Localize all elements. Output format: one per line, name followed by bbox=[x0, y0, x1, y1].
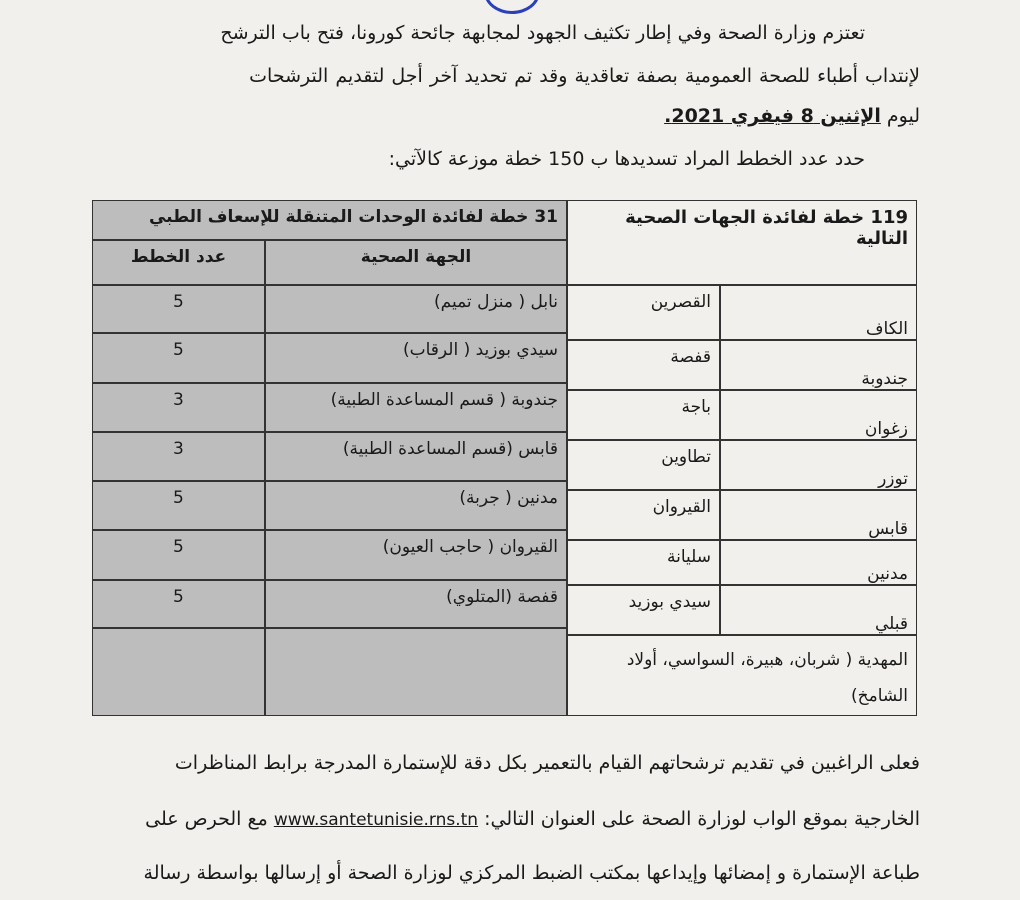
right-table-cell: الكاف bbox=[720, 285, 917, 340]
paragraph1-line3 bbox=[664, 105, 920, 127]
right-table-cell: جندوبة bbox=[720, 340, 917, 390]
left-table-count-cell: 5 bbox=[92, 580, 265, 628]
left-table-region-cell: نابل ( منزل تميم) bbox=[265, 285, 567, 333]
left-table-empty-cell bbox=[265, 628, 567, 716]
left-table-region-cell: قابس (قسم المساعدة الطبية) bbox=[265, 432, 567, 481]
right-table-cell: زغوان bbox=[720, 390, 917, 440]
left-table-region-cell: مدنين ( جربة) bbox=[265, 481, 567, 530]
left-table-region-cell: سيدي بوزيد ( الرقاب) bbox=[265, 333, 567, 383]
right-table-cell: قفصة bbox=[567, 340, 720, 390]
left-table-count-cell: 5 bbox=[92, 481, 265, 530]
paragraph2: حدد عدد الخطط المراد تسديدها ب 150 خطة موزعة كالآتي: bbox=[388, 148, 865, 170]
col-header-region: الجهة الصحية bbox=[265, 240, 567, 285]
left-table-region-cell: القيروان ( حاجب العيون) bbox=[265, 530, 567, 580]
left-table-empty-cell bbox=[92, 628, 265, 716]
line2-suffix: مع الحرص على bbox=[145, 808, 268, 830]
right-table-cell: قابس bbox=[720, 490, 917, 540]
right-table-cell: القيروان bbox=[567, 490, 720, 540]
right-table-last-row: المهدية ( شربان، هبيرة، السواسي، أولاد الشامخ) bbox=[567, 635, 917, 716]
col-header-count: عدد الخطط bbox=[92, 240, 265, 285]
website-link[interactable]: www.santetunisie.rns.tn bbox=[273, 810, 479, 830]
paragraph3-line2 bbox=[145, 808, 920, 830]
line2-prefix: الخارجية بموقع الواب لوزارة الصحة على العنوان التالي: bbox=[484, 808, 920, 830]
paragraph3-line3: طباعة الإستمارة و إمضائها وإيداعها بمكتب الضبط المركزي لوزارة الصحة أو إرسالها بواسطة رسالة bbox=[143, 862, 920, 884]
ministry-logo bbox=[484, 0, 540, 14]
deadline-date: الإثنين 8 فيفري 2021. bbox=[664, 105, 881, 127]
left-table-count-cell: 3 bbox=[92, 432, 265, 481]
right-table-cell: تطاوين bbox=[567, 440, 720, 490]
left-table-count-cell: 3 bbox=[92, 383, 265, 432]
left-table-count-cell: 5 bbox=[92, 530, 265, 580]
right-table-cell: باجة bbox=[567, 390, 720, 440]
paragraph3-line1: فعلى الراغبين في تقديم ترشحاتهم القيام بالتعمير بكل دقة للإستمارة المدرجة برابط المناظرات bbox=[174, 752, 920, 774]
left-table-region-cell: قفصة (المتلوي) bbox=[265, 580, 567, 628]
date-prefix: ليوم bbox=[886, 105, 920, 127]
right-table-cell: القصرين bbox=[567, 285, 720, 340]
right-table-cell: سليانة bbox=[567, 540, 720, 585]
right-table-cell: سيدي بوزيد bbox=[567, 585, 720, 635]
paragraph1-line1: تعتزم وزارة الصحة وفي إطار تكثيف الجهود لمجابهة جائحة كورونا، فتح باب الترشح bbox=[220, 22, 865, 44]
right-table-cell: قبلي bbox=[720, 585, 917, 635]
left-table-count-cell: 5 bbox=[92, 285, 265, 333]
left-table-region-cell: جندوبة ( قسم المساعدة الطبية) bbox=[265, 383, 567, 432]
paragraph1-line2: لإنتداب أطباء للصحة العمومية بصفة تعاقدية وقد تم تحديد آخر أجل لتقديم الترشحات bbox=[249, 65, 920, 87]
right-table-cell: مدنين bbox=[720, 540, 917, 585]
right-table-header: 119 خطة لفائدة الجهات الصحية التالية bbox=[567, 200, 917, 285]
left-table-header: 31 خطة لفائدة الوحدات المتنقلة للإسعاف الطبي bbox=[92, 200, 567, 240]
right-table-cell: توزر bbox=[720, 440, 917, 490]
left-table-count-cell: 5 bbox=[92, 333, 265, 383]
